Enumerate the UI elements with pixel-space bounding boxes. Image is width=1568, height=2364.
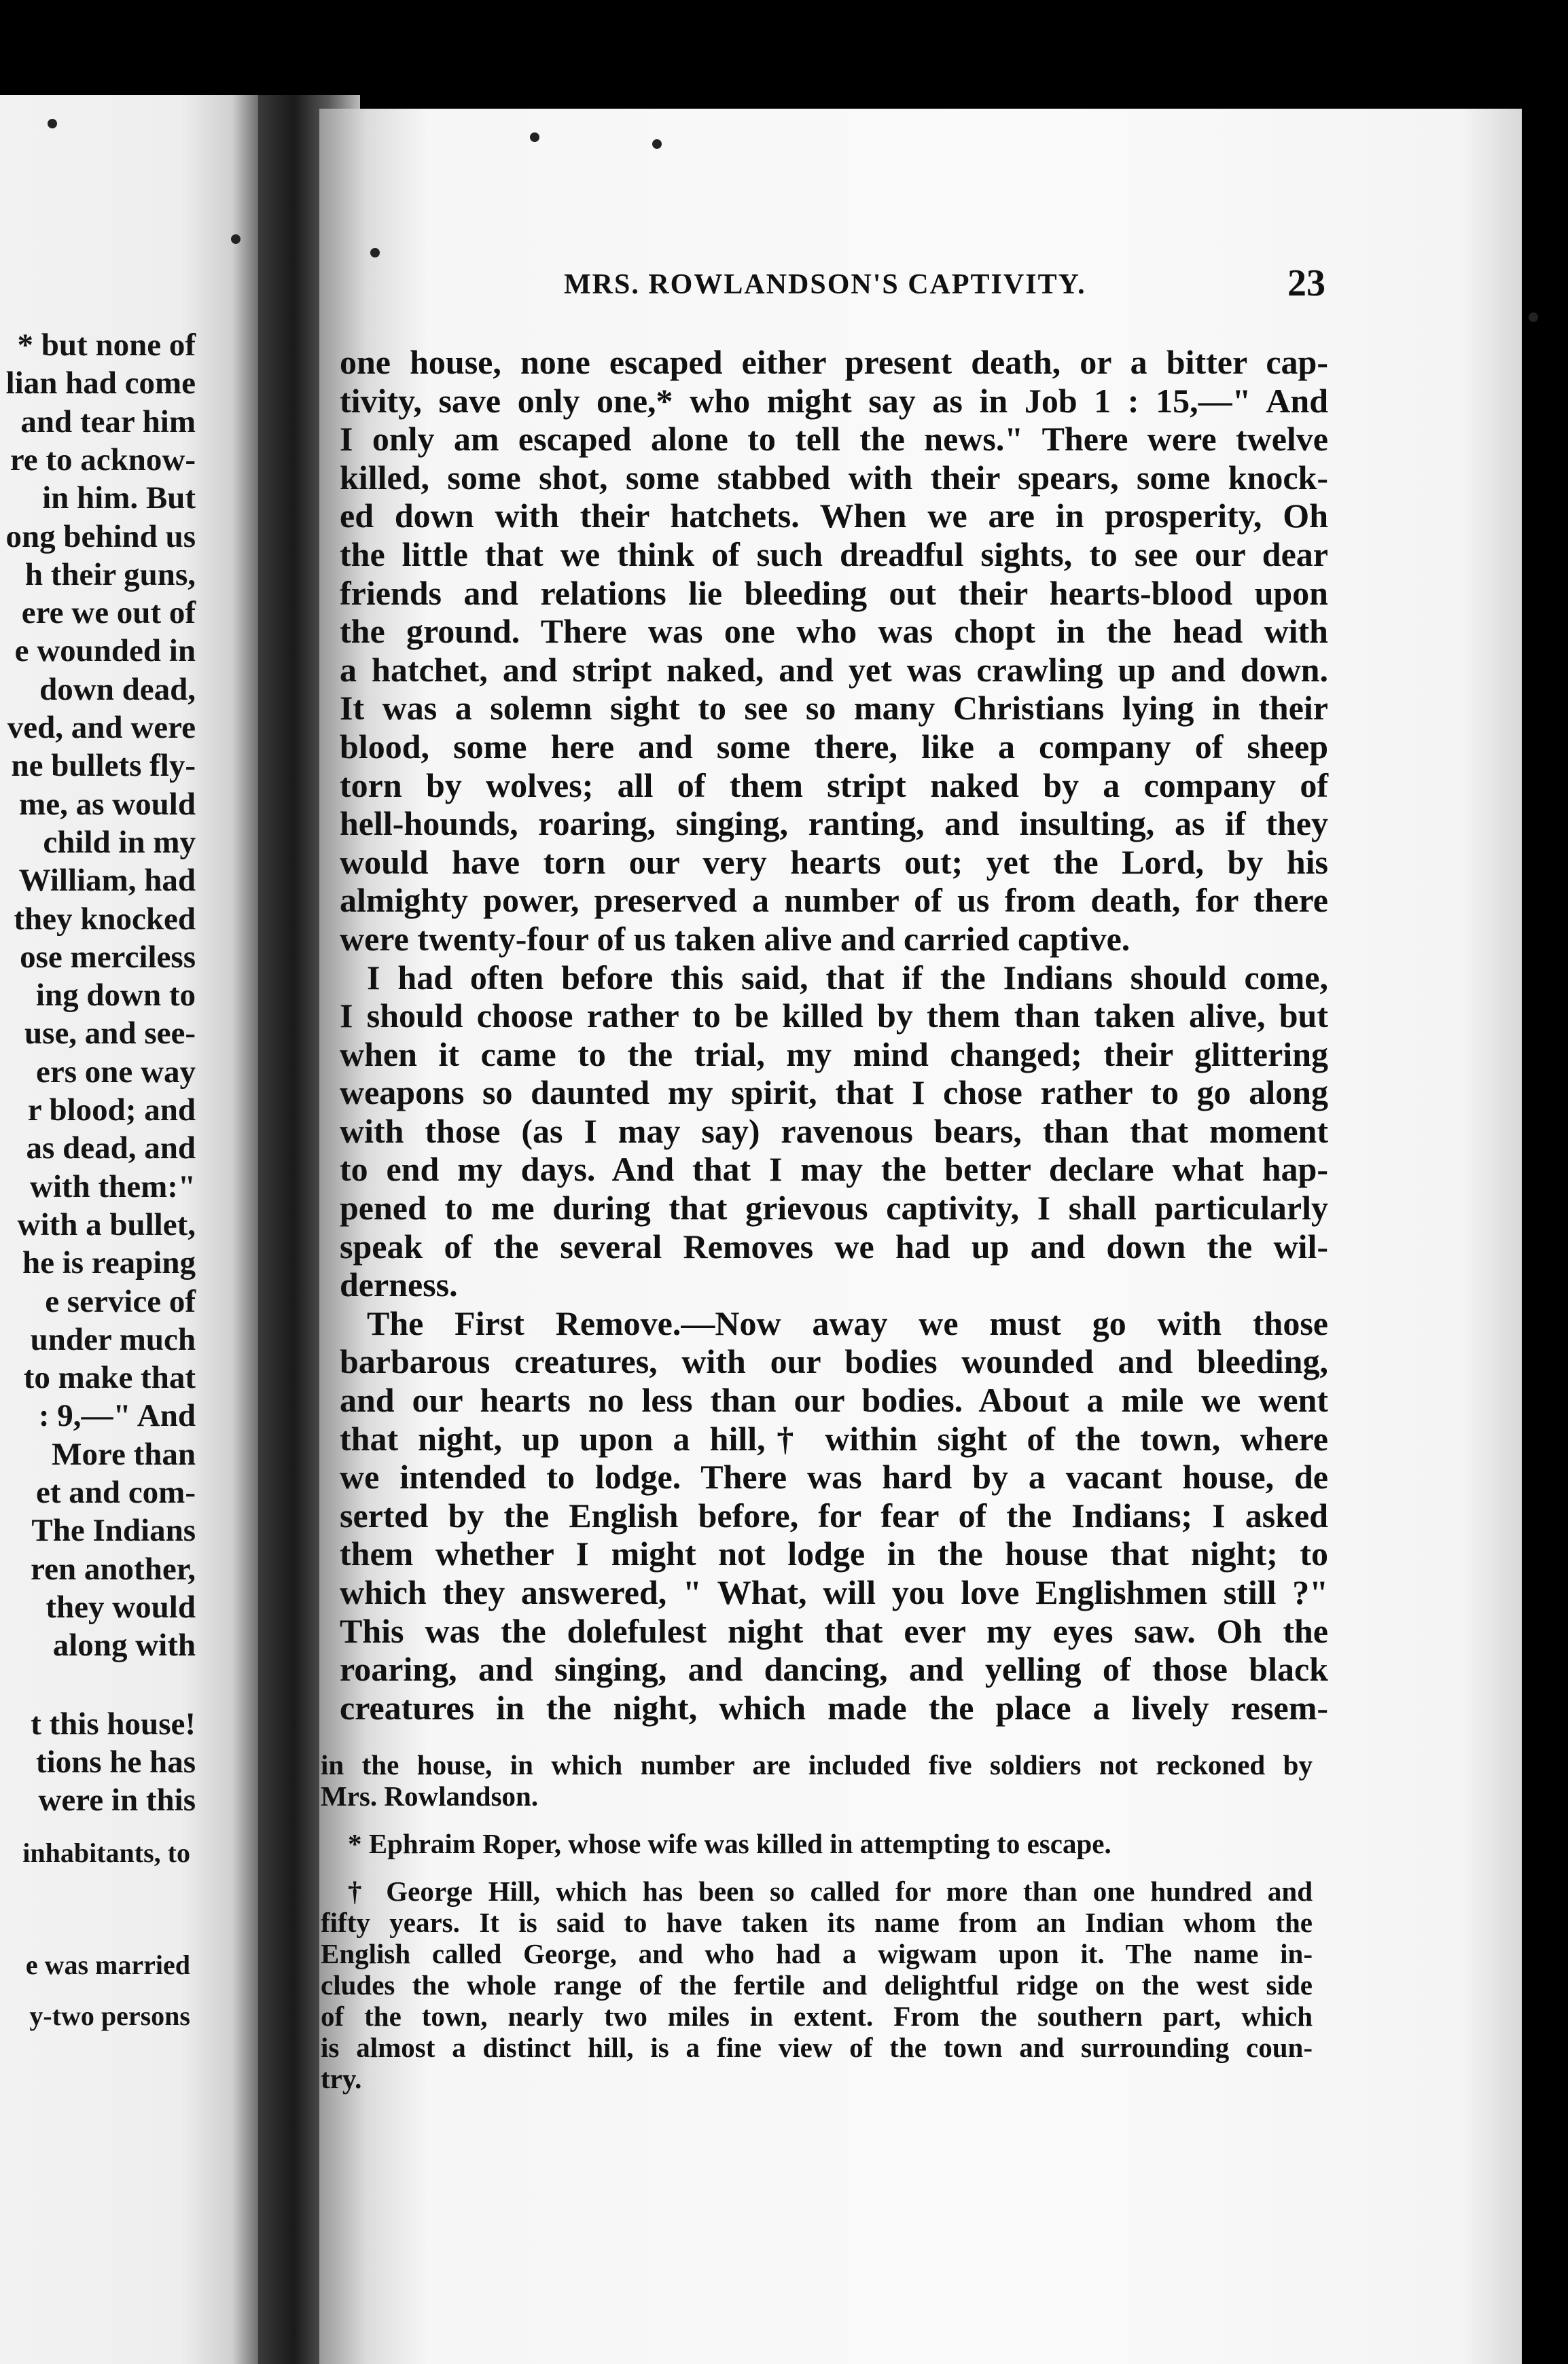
left-page-line: ne bullets fly- bbox=[11, 748, 196, 784]
body-line: would have torn our very hearts out; yet the Lord, by his bbox=[340, 842, 1328, 881]
left-page-line: down dead, bbox=[39, 671, 196, 707]
left-page-line: re to acknow- bbox=[10, 442, 196, 478]
body-line: killed, some shot, some stabbed with their spears, some knock- bbox=[340, 458, 1328, 497]
left-page-line: ere we out of bbox=[21, 595, 196, 631]
left-page-line: child in my bbox=[43, 824, 196, 860]
left-page-line: : 9,—" And bbox=[38, 1398, 196, 1434]
footnote-line: cludes the whole range of the fertile and delightful ridge on the west side bbox=[321, 1969, 1313, 2001]
body-line: the ground. There was one who was chopt in the head with bbox=[340, 612, 1328, 651]
left-page-line: ose merciless bbox=[20, 939, 196, 975]
body-line: and our hearts no less than our bodies. About a mile we went bbox=[340, 1381, 1328, 1420]
left-page-line: ers one way bbox=[36, 1054, 196, 1090]
footnote-line: in the house, in which number are included five soldiers not reckoned by bbox=[321, 1749, 1313, 1780]
left-page-line: * but none of bbox=[17, 327, 196, 363]
left-page-line: me, as would bbox=[19, 786, 196, 822]
body-line: I only am escaped alone to tell the news." There were twelve bbox=[340, 420, 1328, 459]
left-page-line: use, and see- bbox=[24, 1016, 196, 1052]
left-page-line: under much bbox=[30, 1321, 196, 1357]
left-page-line: William, had bbox=[18, 863, 196, 899]
left-page-line: they would bbox=[46, 1589, 196, 1625]
left-page-footnote-line: inhabitants, to bbox=[22, 1838, 190, 1868]
left-page-footnote-line: e was married bbox=[25, 1950, 190, 1980]
body-line: we intended to lodge. There was hard by a vacant house, de bbox=[340, 1458, 1328, 1497]
body-line: barbarous creatures, with our bodies wounded and bleeding, bbox=[340, 1342, 1328, 1381]
scan-speck bbox=[370, 248, 380, 257]
left-page-line: r blood; and bbox=[27, 1092, 196, 1128]
body-line: pened to me during that grievous captivity, I shall particularly bbox=[340, 1189, 1328, 1228]
body-line: weapons so daunted my spirit, that I chose rather to go along bbox=[340, 1073, 1328, 1112]
left-page-line: More than bbox=[52, 1436, 196, 1472]
body-line: It was a solemn sight to see so many Christians lying in their bbox=[340, 689, 1328, 728]
body-line: blood, some here and some there, like a company of sheep bbox=[340, 727, 1328, 766]
running-header: MRS. ROWLANDSON'S CAPTIVITY. bbox=[564, 269, 1086, 300]
left-page-line: h their guns, bbox=[24, 556, 196, 592]
left-page-line: in him. But bbox=[42, 480, 196, 516]
left-page-line: e service of bbox=[45, 1283, 196, 1319]
left-page-line: et and com- bbox=[36, 1475, 196, 1510]
left-page-line: ren another, bbox=[31, 1551, 196, 1587]
body-line: torn by wolves; all of them stript naked by a company of bbox=[340, 766, 1328, 804]
scan-speck bbox=[530, 132, 539, 142]
body-line: serted by the English before, for fear of the Indians; I asked bbox=[340, 1496, 1328, 1535]
scan-speck bbox=[652, 139, 662, 149]
body-line: a hatchet, and stript naked, and yet was crawling up and down. bbox=[340, 650, 1328, 689]
scan-speck bbox=[48, 119, 57, 128]
body-line: I should choose rather to be killed by them than taken alive, but bbox=[340, 997, 1328, 1035]
scan-speck bbox=[231, 234, 240, 244]
body-line: speak of the several Removes we had up and down the wil- bbox=[340, 1227, 1328, 1266]
left-page-line: tions he has bbox=[35, 1744, 196, 1780]
body-line: This was the dolefulest night that ever my eyes saw. Oh the bbox=[340, 1611, 1328, 1650]
left-page-line: t this house! bbox=[31, 1706, 196, 1742]
footnote-line: of the town, nearly two miles in extent. From the southern part, which bbox=[321, 2001, 1313, 2032]
left-page-line: as dead, and bbox=[26, 1130, 196, 1166]
body-line: were twenty-four of us taken alive and carried captive. bbox=[340, 919, 1130, 958]
left-page-line: to make that bbox=[23, 1360, 196, 1396]
left-page-line: ong behind us bbox=[5, 518, 196, 554]
body-line: which they answered, " What, will you love Englishmen still ?" bbox=[340, 1573, 1328, 1611]
body-line: I had often before this said, that if the Indians should come, bbox=[367, 958, 1328, 997]
left-page-fragment bbox=[0, 95, 258, 2364]
footnote-line: † George Hill, which has been so called for more than one hundred and bbox=[348, 1876, 1313, 1907]
body-line: one house, none escaped either present death, or a bitter cap- bbox=[340, 343, 1328, 381]
left-page-line: they knocked bbox=[14, 901, 196, 937]
footnote-gap bbox=[321, 1812, 1313, 1828]
body-text bbox=[340, 343, 1328, 1727]
body-line: that night, up upon a hill,† within sight of the town, where bbox=[340, 1419, 1328, 1458]
body-line: the little that we think of such dreadful sights, to see our dear bbox=[340, 535, 1328, 573]
left-page-line: he is reaping bbox=[22, 1245, 196, 1281]
body-line: ed down with their hatchets. When we are in prosperity, Oh bbox=[340, 497, 1328, 535]
left-page-line: e wounded in bbox=[14, 633, 196, 669]
body-line: derness. bbox=[340, 1266, 458, 1304]
body-line: to end my days. And that I may the better declare what hap- bbox=[340, 1150, 1328, 1189]
body-line: them whether I might not lodge in the house that night; to bbox=[340, 1535, 1328, 1573]
footnote-line: English called George, and who had a wigwam upon it. The name in- bbox=[321, 1938, 1313, 1969]
body-line: with those (as I may say) ravenous bears, than that moment bbox=[340, 1111, 1328, 1150]
footnotes bbox=[321, 1749, 1313, 2094]
left-page-line: along with bbox=[52, 1628, 196, 1664]
page-number: 23 bbox=[1287, 262, 1325, 304]
left-page-line: with them:" bbox=[29, 1168, 196, 1204]
body-line: creatures in the night, which made the place a lively resem- bbox=[340, 1688, 1328, 1727]
footnote-line: fifty years. It is said to have taken its name from an Indian whom the bbox=[321, 1907, 1313, 1938]
left-page-line: The Indians bbox=[31, 1513, 196, 1549]
body-line: The First Remove.—Now away we must go with those bbox=[367, 1304, 1328, 1342]
left-page-line: with a bullet, bbox=[17, 1206, 196, 1242]
footnote-line: Mrs. Rowlandson. bbox=[321, 1780, 539, 1812]
body-line: hell-hounds, roaring, singing, ranting, and insulting, as if they bbox=[340, 804, 1328, 843]
left-page-footnote-line: y-two persons bbox=[29, 2001, 190, 2031]
body-line: tivity, save only one,* who might say as in Job 1 : 15,—" And bbox=[340, 381, 1328, 420]
left-page-line: and tear him bbox=[20, 404, 196, 440]
body-line: almighty power, preserved a number of us from death, for there bbox=[340, 881, 1328, 920]
body-line: roaring, and singing, and dancing, and yelling of those black bbox=[340, 1650, 1328, 1689]
footnote-gap bbox=[321, 1859, 1313, 1876]
left-page-line: ved, and were bbox=[7, 710, 196, 745]
footnote-line: * Ephraim Roper, whose wife was killed in attempting to escape. bbox=[348, 1828, 1111, 1859]
body-line: friends and relations lie bleeding out their hearts-blood upon bbox=[340, 573, 1328, 612]
footnote-line: is almost a distinct hill, is a fine view of the town and surrounding coun- bbox=[321, 2032, 1313, 2063]
scan-speck bbox=[1529, 312, 1538, 322]
left-page-line: ing down to bbox=[35, 978, 196, 1014]
left-page-line: lian had come bbox=[5, 365, 196, 401]
body-line: when it came to the trial, my mind changed; their glittering bbox=[340, 1035, 1328, 1073]
footnote-line: try. bbox=[321, 2063, 362, 2094]
left-page-line: were in this bbox=[38, 1783, 196, 1818]
